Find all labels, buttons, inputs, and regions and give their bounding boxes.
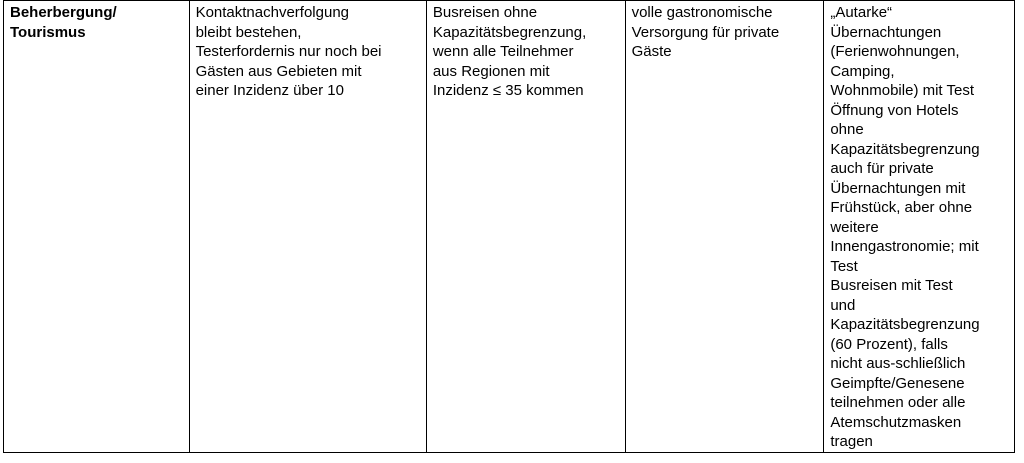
cell-line: einer Inzidenz über 10 — [195, 82, 344, 99]
cell-line: Testerfordernis nur noch bei — [195, 43, 382, 60]
cell-line: ohne — [830, 121, 864, 138]
cell-line: Busreisen ohne — [432, 4, 538, 21]
cell-line: Übernachtungen mit — [830, 179, 966, 197]
cell-line: tragen — [830, 433, 873, 450]
cell-line: Atemschutzmasken — [830, 413, 962, 431]
cell-line: Frühstück, aber ohne — [830, 199, 973, 216]
cell-line: Kapazitätsbegrenzung — [830, 316, 980, 333]
cell-line: bleibt bestehen, — [195, 23, 302, 41]
cell-line: Versorgung für private — [631, 23, 780, 41]
category-cell — [4, 1, 190, 453]
cell-line: aus Regionen mit — [432, 62, 550, 80]
cell-line: Camping, — [830, 62, 895, 80]
cell-line: nicht aus-schließlich — [830, 355, 966, 372]
cell-line: Kapazitätsbegrenzung, — [432, 23, 587, 41]
cell-line: Wohnmobile) mit Test — [830, 82, 975, 99]
cell-line: und — [830, 296, 856, 314]
cell-line: Gäste — [631, 43, 672, 60]
category-line: Tourismus — [10, 23, 86, 41]
cell-line: Geimpfte/Genesene — [830, 374, 965, 392]
cell-line: (60 Prozent), falls — [830, 335, 948, 353]
cell-line: auch für private — [830, 160, 934, 177]
cell-line: Übernachtungen — [830, 23, 942, 41]
cell-line: Test — [830, 257, 858, 275]
cell-line: teilnehmen oder alle — [830, 394, 966, 411]
accommodation-cell — [824, 1, 1015, 453]
cell-line: Gästen aus Gebieten mit — [195, 62, 362, 80]
cell-line: Öffnung von Hotels — [830, 101, 959, 119]
regulations-table — [3, 0, 1015, 453]
cell-line: Busreisen mit Test — [830, 277, 953, 294]
cell-line: Inzidenz ≤ 35 kommen — [432, 82, 584, 99]
cell-line: Kontaktnachverfolgung — [195, 4, 350, 21]
cell-line: Kapazitätsbegrenzung — [830, 140, 980, 158]
table-row — [4, 1, 1015, 453]
cell-line: „Autarke“ — [830, 4, 893, 21]
bus-travel-cell — [426, 1, 625, 453]
cell-line: volle gastronomische — [631, 4, 773, 21]
cell-line: weitere — [830, 218, 879, 236]
contact-tracing-cell — [189, 1, 426, 453]
gastronomy-cell — [625, 1, 824, 453]
cell-line: Innengastronomie; mit — [830, 238, 979, 255]
cell-line: wenn alle Teilnehmer — [432, 43, 574, 60]
cell-line: (Ferienwohnungen, — [830, 43, 960, 60]
category-line: Beherbergung/ — [10, 4, 117, 21]
